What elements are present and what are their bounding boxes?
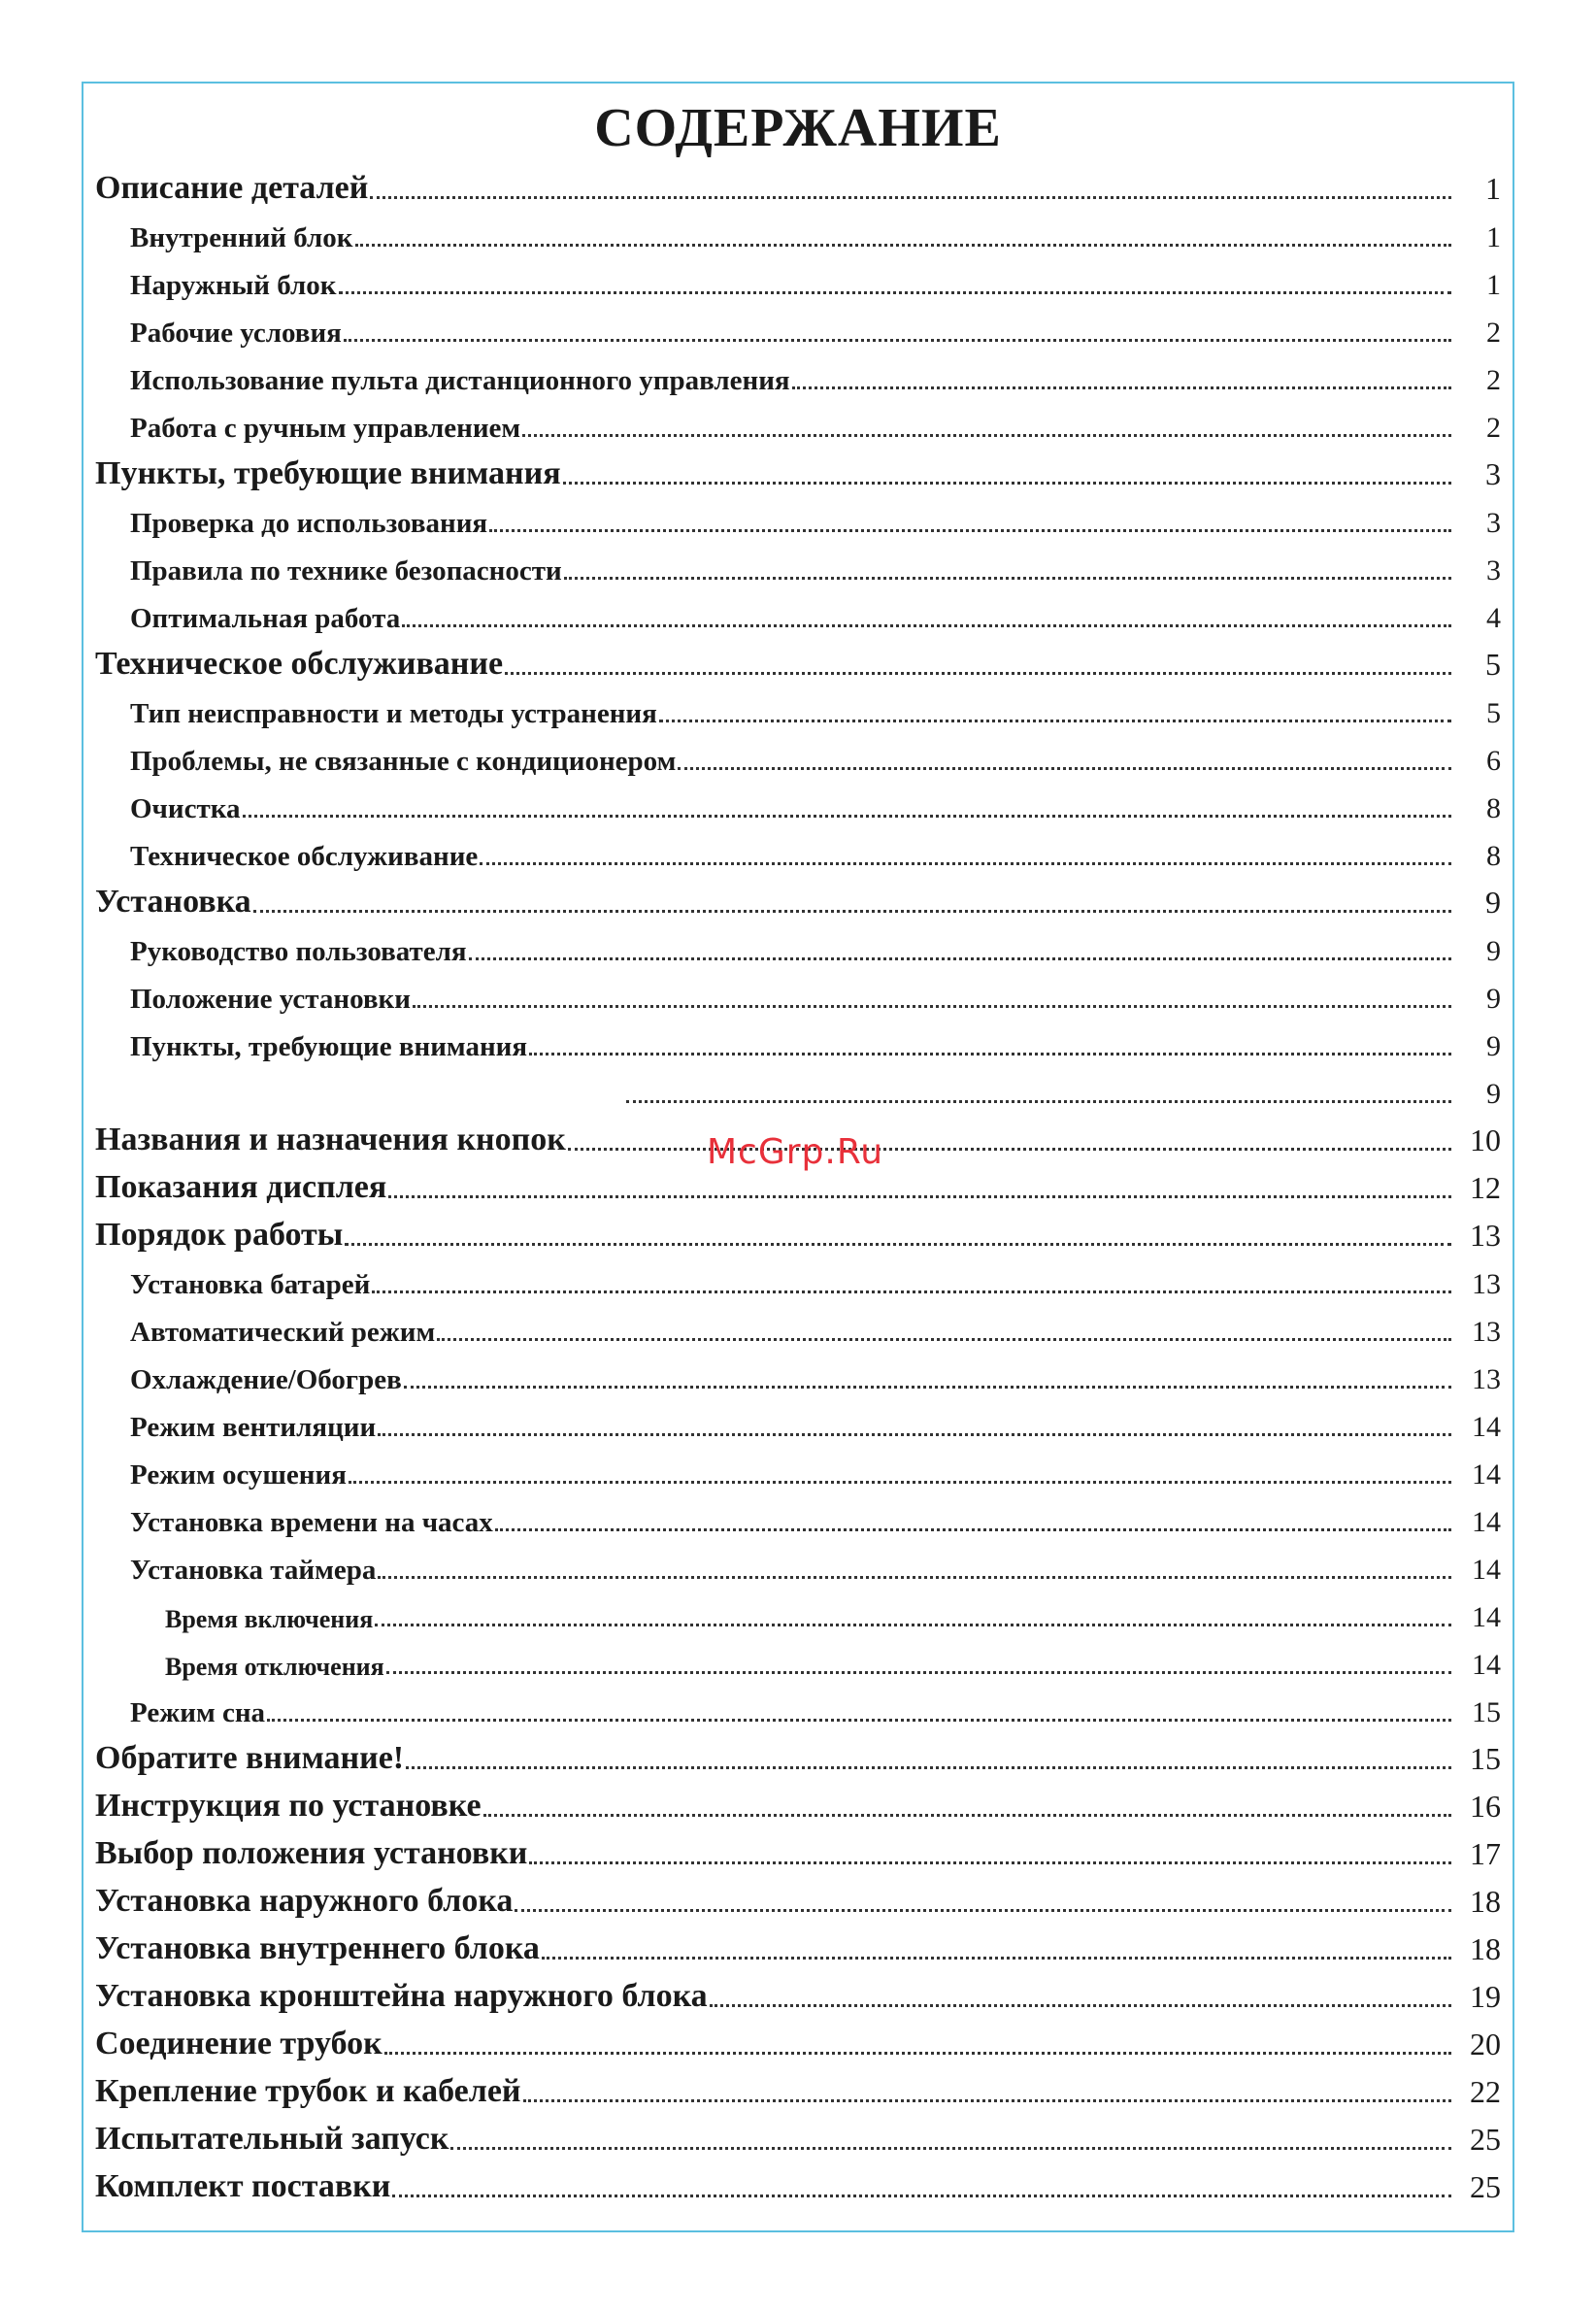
toc-page-number: 14 xyxy=(1472,1601,1501,1633)
toc-entry-title: Работа с ручным управлением xyxy=(130,413,521,444)
toc-entry xyxy=(95,778,1501,825)
toc-page-number: 14 xyxy=(1472,1506,1501,1538)
toc-dot-leader xyxy=(678,767,1451,770)
toc-entry xyxy=(95,1682,1501,1729)
toc-dot-leader xyxy=(339,291,1451,294)
toc-page-number: 8 xyxy=(1486,840,1501,872)
toc-entry-title: Оптимальная работа xyxy=(130,603,401,634)
toc-page-number: 1 xyxy=(1486,269,1501,301)
toc-entry xyxy=(95,873,1501,921)
toc-entry-title: Рабочие условия xyxy=(130,318,342,349)
toc-entry-title: Очистка xyxy=(130,793,241,824)
toc-dot-leader xyxy=(483,1814,1451,1817)
toc-entry-title: Режим осушения xyxy=(130,1459,347,1491)
toc-page-number: 9 xyxy=(1486,1030,1501,1062)
toc-dot-leader xyxy=(378,1576,1451,1579)
toc-entry xyxy=(95,1967,1501,2015)
toc-page-number: 18 xyxy=(1470,1931,1501,1966)
toc-dot-leader xyxy=(522,434,1451,437)
toc-page-number: 9 xyxy=(1486,1078,1501,1110)
toc-entry-title: Внутренний блок xyxy=(130,222,353,253)
toc-page-number: 1 xyxy=(1486,221,1501,253)
toc-entry-title: Тип неисправности и методы устранения xyxy=(130,698,657,729)
toc-entry-title: Выбор положения установки xyxy=(95,1835,528,1871)
toc-page-number: 13 xyxy=(1472,1316,1501,1348)
toc-entry-title: Пункты, требующие внимания xyxy=(95,455,561,491)
toc-dot-leader xyxy=(413,1005,1451,1008)
toc-dot-leader xyxy=(372,1290,1451,1293)
toc-page-number: 3 xyxy=(1485,456,1501,491)
toc-dot-leader xyxy=(253,910,1451,913)
toc-entry xyxy=(95,1254,1501,1301)
toc-dot-leader xyxy=(388,1195,1451,1198)
toc-page-number: 4 xyxy=(1486,602,1501,634)
toc-page-number: 2 xyxy=(1486,364,1501,396)
toc-entry xyxy=(95,159,1501,207)
toc-page-number: 25 xyxy=(1470,2122,1501,2157)
toc-entry-title: Порядок работы xyxy=(95,1217,344,1253)
toc-dot-leader xyxy=(344,339,1451,342)
toc-entry xyxy=(95,445,1501,492)
toc-entry xyxy=(95,1396,1501,1444)
toc-entry-title: Техническое обслуживание xyxy=(130,841,479,872)
toc-dot-leader xyxy=(375,1624,1451,1626)
toc-entry-title: Установка батарей xyxy=(130,1269,371,1300)
toc-page-number: 22 xyxy=(1470,2074,1501,2109)
toc-entry-title: Установка кронштейна наружного блока xyxy=(95,1978,708,2014)
toc-page-number: 16 xyxy=(1470,1789,1501,1824)
toc-entry-title: Крепление трубок и кабелей xyxy=(95,2073,521,2109)
toc-entry-title: Время включения xyxy=(165,1605,374,1633)
toc-entry-title: Режим вентиляции xyxy=(130,1412,377,1443)
toc-dot-leader xyxy=(378,1433,1451,1436)
toc-page-number: 20 xyxy=(1470,2027,1501,2061)
toc-entry xyxy=(95,1872,1501,1920)
watermark: McGrp.Ru xyxy=(707,1132,884,1172)
toc-dot-leader xyxy=(450,2147,1451,2150)
toc-entry xyxy=(95,350,1501,397)
toc-entry xyxy=(95,2015,1501,2062)
toc-dot-leader xyxy=(626,1100,1451,1103)
toc-entry xyxy=(95,2110,1501,2158)
toc-entry-title: Охлаждение/Обогрев xyxy=(130,1364,402,1395)
toc-dot-leader xyxy=(792,386,1451,389)
toc-page-number: 14 xyxy=(1472,1458,1501,1491)
toc-page-number: 2 xyxy=(1486,317,1501,349)
toc-dot-leader xyxy=(489,529,1451,532)
toc-page-number: 10 xyxy=(1470,1122,1501,1157)
toc-entry-title: Установка таймера xyxy=(130,1555,377,1586)
toc-page-number: 12 xyxy=(1470,1170,1501,1205)
toc-entry xyxy=(95,1539,1501,1587)
toc-dot-leader xyxy=(386,1671,1451,1674)
toc-entry xyxy=(95,1063,1501,1111)
toc-entry-title: Наружный блок xyxy=(130,270,337,301)
toc-page-number: 14 xyxy=(1472,1554,1501,1586)
toc-page-number: 2 xyxy=(1486,412,1501,444)
toc-page-number: 9 xyxy=(1486,983,1501,1015)
toc-entry xyxy=(95,1920,1501,1967)
toc-page-number: 6 xyxy=(1486,745,1501,777)
toc-dot-leader xyxy=(542,1957,1451,1960)
toc-page-number: 14 xyxy=(1472,1411,1501,1443)
toc-entry-title: Проблемы, не связанные с кондиционером xyxy=(130,746,677,777)
toc-dot-leader xyxy=(659,720,1451,722)
toc-entry-title: Описание деталей xyxy=(95,170,369,206)
toc-entry-title: Инструкция по установке xyxy=(95,1788,482,1824)
toc-entry-title: Правила по технике безопасности xyxy=(130,555,562,586)
toc-entry xyxy=(95,1444,1501,1491)
toc-dot-leader xyxy=(495,1528,1451,1531)
toc-entry xyxy=(95,302,1501,350)
toc-entry-title: Соединение трубок xyxy=(95,2026,382,2061)
toc-entry xyxy=(95,492,1501,540)
toc-dot-leader xyxy=(563,482,1451,485)
toc-page-number: 3 xyxy=(1486,507,1501,539)
toc-page-number: 13 xyxy=(1472,1363,1501,1395)
toc-entry xyxy=(95,254,1501,302)
toc-entry-title: Проверка до использования xyxy=(130,508,488,539)
toc-entry xyxy=(95,1301,1501,1349)
toc-entry xyxy=(95,1825,1501,1872)
toc-entry-title: Пункты, требующие внимания xyxy=(130,1031,528,1062)
toc-entry xyxy=(95,968,1501,1016)
toc-dot-leader xyxy=(523,2099,1451,2102)
toc-dot-leader xyxy=(437,1338,1451,1341)
toc-entry-title: Обратите внимание! xyxy=(95,1740,405,1776)
toc-entry-title: Техническое обслуживание xyxy=(95,646,504,682)
toc-page-number: 15 xyxy=(1472,1696,1501,1728)
toc-page-number: 8 xyxy=(1486,792,1501,824)
toc-dot-leader xyxy=(243,815,1451,818)
toc-entry xyxy=(95,1729,1501,1777)
toc-entry xyxy=(95,1206,1501,1254)
toc-dot-leader xyxy=(267,1719,1451,1722)
toc-dot-leader xyxy=(349,1481,1451,1484)
toc-page-number: 19 xyxy=(1470,1979,1501,2014)
toc-dot-leader xyxy=(505,672,1451,675)
toc-page-number: 9 xyxy=(1486,935,1501,967)
toc-entry xyxy=(95,1587,1501,1634)
toc-dot-leader xyxy=(469,957,1451,960)
toc-page-number: 9 xyxy=(1485,885,1501,920)
toc-dot-leader xyxy=(406,1766,1451,1769)
toc-page-number: 5 xyxy=(1485,647,1501,682)
toc-page-number: 1 xyxy=(1485,171,1501,206)
toc-entry xyxy=(95,2062,1501,2110)
toc-dot-leader xyxy=(392,2195,1451,2197)
toc-entry xyxy=(95,1777,1501,1825)
toc-entry-title: Положение установки xyxy=(130,984,411,1015)
toc-entry-title: Установка времени на часах xyxy=(130,1507,493,1538)
toc-dot-leader xyxy=(402,624,1451,627)
toc-dot-leader xyxy=(710,2004,1451,2007)
toc-entry xyxy=(95,1016,1501,1063)
toc-entry xyxy=(95,540,1501,587)
toc-entry-title: Время отключения xyxy=(165,1653,384,1681)
toc-dot-leader xyxy=(529,1861,1451,1864)
toc-dot-leader xyxy=(355,244,1452,247)
toc-page-number: 25 xyxy=(1470,2169,1501,2204)
toc-entry xyxy=(95,1491,1501,1539)
toc-page-number: 3 xyxy=(1486,554,1501,586)
toc-page-number: 5 xyxy=(1486,697,1501,729)
toc-entry-title: Установка xyxy=(95,884,251,920)
toc-entry xyxy=(95,2158,1501,2205)
toc-entry-title: Показания дисплея xyxy=(95,1169,387,1205)
toc-dot-leader xyxy=(564,577,1451,580)
toc-entry-title: Режим сна xyxy=(130,1697,266,1728)
toc-entry xyxy=(95,730,1501,778)
page-title: СОДЕРЖАНИЕ xyxy=(594,98,1002,158)
toc-entry xyxy=(95,1634,1501,1682)
toc-entry xyxy=(95,587,1501,635)
toc-dot-leader xyxy=(515,1909,1451,1912)
toc-dot-leader xyxy=(370,196,1451,199)
toc-entry xyxy=(95,397,1501,445)
toc-entry-title: Использование пульта дистанционного управления xyxy=(130,365,790,396)
toc-entry xyxy=(95,1349,1501,1396)
toc-dot-leader xyxy=(480,862,1451,865)
toc-page-number: 18 xyxy=(1470,1884,1501,1919)
toc-page-number: 13 xyxy=(1470,1218,1501,1253)
toc-page-number: 14 xyxy=(1472,1649,1501,1681)
toc-page-number: 15 xyxy=(1470,1741,1501,1776)
toc-page-number: 17 xyxy=(1470,1836,1501,1871)
toc-dot-leader xyxy=(345,1243,1451,1246)
toc-dot-leader xyxy=(404,1386,1451,1389)
toc-page-number: 13 xyxy=(1472,1268,1501,1300)
toc-entry xyxy=(95,683,1501,730)
toc-entry-title: Руководство пользователя xyxy=(130,936,467,967)
toc-entry xyxy=(95,635,1501,683)
toc-entry-title: Установка внутреннего блока xyxy=(95,1930,540,1966)
toc-entry xyxy=(95,825,1501,873)
toc-dot-leader xyxy=(384,2052,1451,2055)
toc-entry-title: Названия и назначения кнопок xyxy=(95,1122,566,1157)
toc-entry-title: Испытательный запуск xyxy=(95,2121,449,2157)
toc-entry xyxy=(95,207,1501,254)
toc-entry-title: Комплект поставки xyxy=(95,2168,391,2204)
toc-dot-leader xyxy=(529,1053,1451,1055)
toc-entry xyxy=(95,921,1501,968)
toc-dot-leader xyxy=(568,1148,1451,1151)
toc-entry-title: Установка наружного блока xyxy=(95,1883,514,1919)
toc-entry-title: Автоматический режим xyxy=(130,1317,436,1348)
